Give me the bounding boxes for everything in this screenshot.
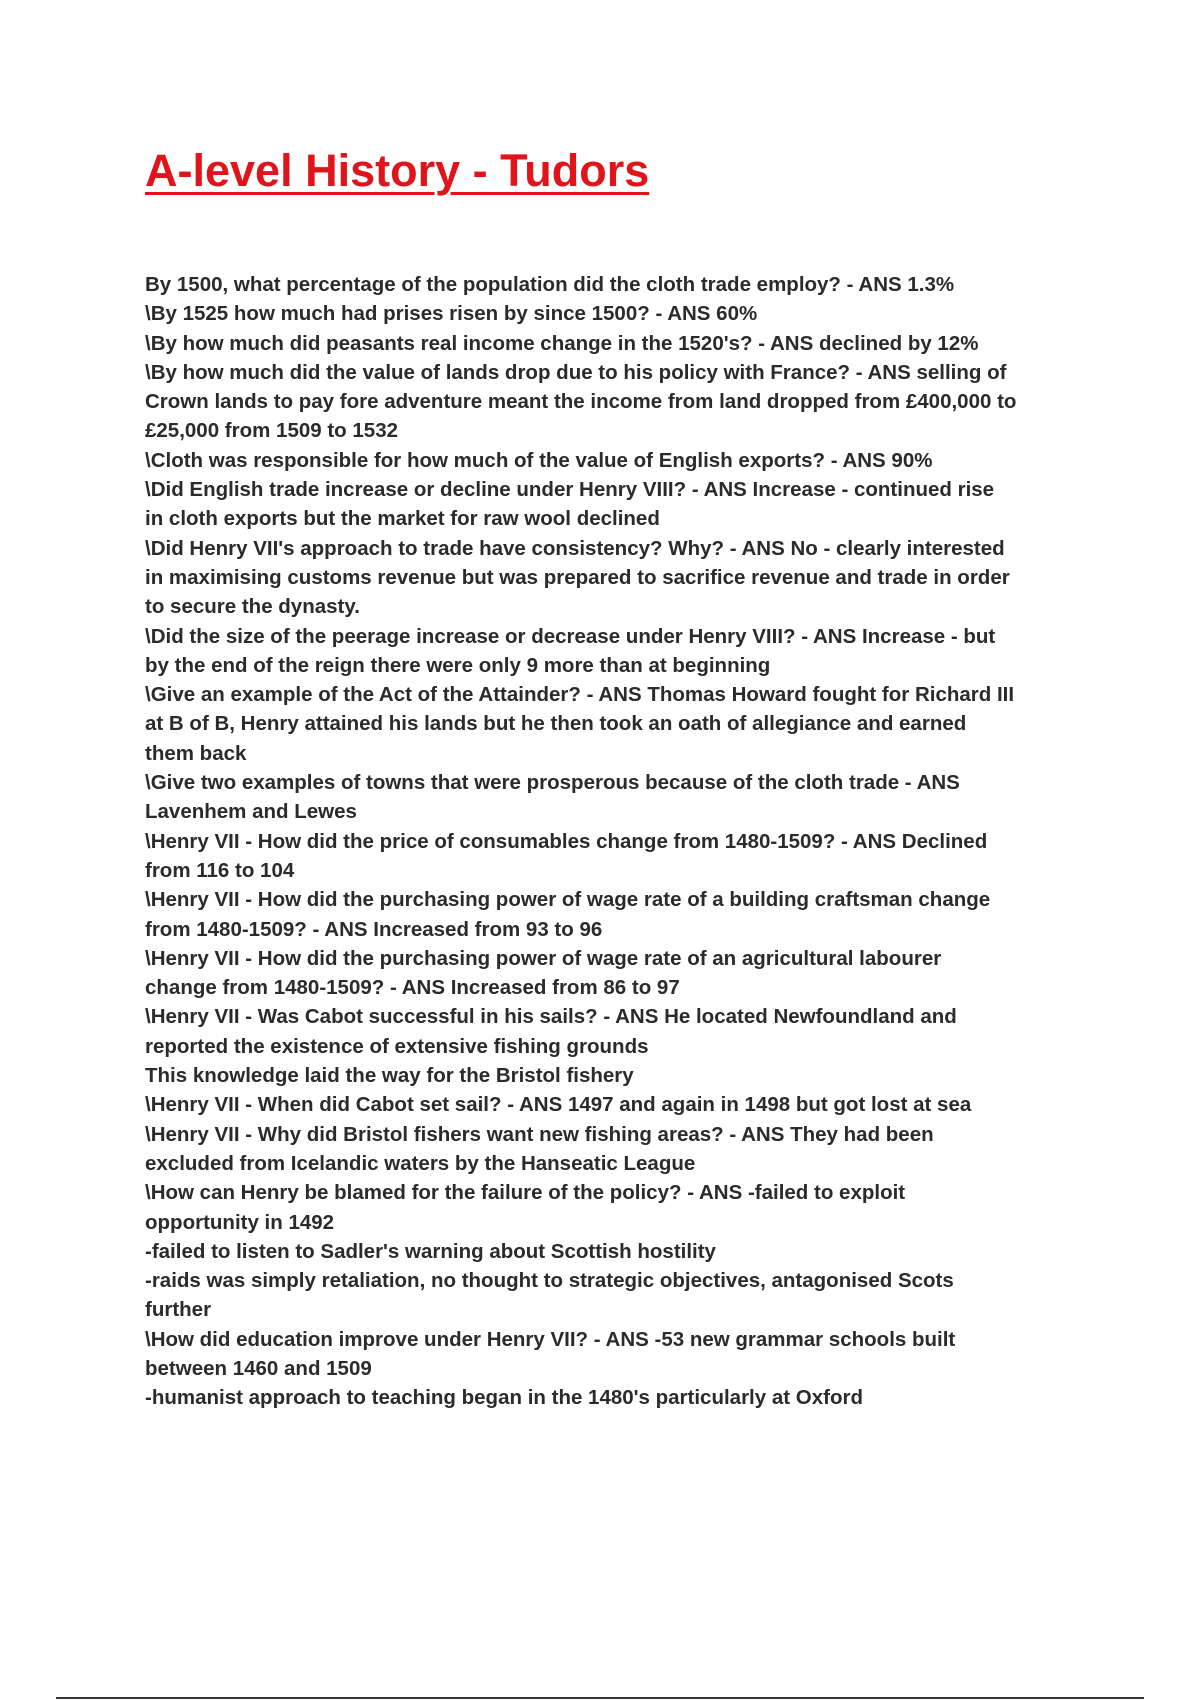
text-line: This knowledge laid the way for the Bristol fishery bbox=[145, 1064, 634, 1088]
text-line: change from 1480-1509? - ANS Increased from 86 to 97 bbox=[145, 976, 680, 1000]
text-line: \By how much did peasants real income change in the 1520's? - ANS declined by 12% bbox=[145, 331, 979, 355]
text-line: \How can Henry be blamed for the failure of the policy? - ANS -failed to exploit bbox=[145, 1181, 906, 1205]
text-line: opportunity in 1492 bbox=[145, 1210, 335, 1234]
text-line: \Did Henry VII's approach to trade have consistency? Why? - ANS No - clearly interested bbox=[145, 536, 1005, 560]
text-line: between 1460 and 1509 bbox=[145, 1356, 372, 1380]
text-line: at B of B, Henry attained his lands but he then took an oath of allegiance and earned bbox=[145, 712, 967, 736]
text-line: \Henry VII - Why did Bristol fishers want new fishing areas? - ANS They had been bbox=[145, 1122, 934, 1146]
document-body bbox=[145, 270, 1095, 1413]
text-line: in cloth exports but the market for raw wool declined bbox=[145, 507, 660, 531]
text-line: from 116 to 104 bbox=[145, 858, 295, 882]
text-line: \Henry VII - Was Cabot successful in his sails? - ANS He located Newfoundland and bbox=[145, 1005, 957, 1029]
text-line: \Did the size of the peerage increase or decrease under Henry VIII? - ANS Increase - but bbox=[145, 624, 996, 648]
text-line: by the end of the reign there were only 9 more than at beginning bbox=[145, 653, 771, 677]
text-line: \Henry VII - When did Cabot set sail? - ANS 1497 and again in 1498 but got lost at sea bbox=[145, 1093, 972, 1117]
text-line: from 1480-1509? - ANS Increased from 93 to 96 bbox=[145, 917, 603, 941]
text-line: By 1500, what percentage of the population did the cloth trade employ? - ANS 1.3% bbox=[145, 273, 955, 296]
text-line: in maximising customs revenue but was prepared to sacrifice revenue and trade in order bbox=[145, 565, 1010, 589]
text-line: Lavenhem and Lewes bbox=[145, 800, 357, 824]
text-line: them back bbox=[145, 741, 247, 765]
text-line: \By 1525 how much had prises risen by since 1500? - ANS 60% bbox=[145, 302, 758, 326]
text-line: \Give an example of the Act of the Attainder? - ANS Thomas Howard fought for Richard III bbox=[145, 683, 1015, 707]
footer-divider bbox=[56, 1697, 1144, 1699]
text-line: \How did education improve under Henry VII? - ANS -53 new grammar schools built bbox=[145, 1327, 956, 1351]
text-line: \Henry VII - How did the price of consumables change from 1480-1509? - ANS Declined bbox=[145, 829, 988, 853]
text-line: -humanist approach to teaching began in the 1480's particularly at Oxford bbox=[145, 1386, 863, 1410]
text-line: £25,000 from 1509 to 1532 bbox=[145, 419, 398, 443]
text-line: to secure the dynasty. bbox=[145, 595, 360, 619]
text-line: \Give two examples of towns that were prosperous because of the cloth trade - ANS bbox=[145, 771, 960, 795]
text-line: \Henry VII - How did the purchasing power of wage rate of a building craftsman change bbox=[145, 888, 991, 912]
text-line: further bbox=[145, 1298, 212, 1322]
text-line: -failed to listen to Sadler's warning about Scottish hostility bbox=[145, 1239, 716, 1263]
page-title: A-level History - Tudors bbox=[145, 145, 650, 196]
text-line: \Did English trade increase or decline under Henry VIII? - ANS Increase - continued rise bbox=[145, 478, 995, 502]
text-line: excluded from Icelandic waters by the Hanseatic League bbox=[145, 1151, 696, 1175]
text-line: \By how much did the value of lands drop due to his policy with France? - ANS selling of bbox=[145, 360, 1007, 384]
text-line: \Henry VII - How did the purchasing power of wage rate of an agricultural labourer bbox=[145, 946, 942, 970]
text-line: reported the existence of extensive fishing grounds bbox=[145, 1034, 649, 1058]
text-line: \Cloth was responsible for how much of the value of English exports? - ANS 90% bbox=[145, 448, 933, 472]
text-line: -raids was simply retaliation, no thought to strategic objectives, antagonised Scots bbox=[145, 1269, 954, 1293]
text-line: Crown lands to pay fore adventure meant the income from land dropped from £400,000 to bbox=[145, 390, 1017, 414]
